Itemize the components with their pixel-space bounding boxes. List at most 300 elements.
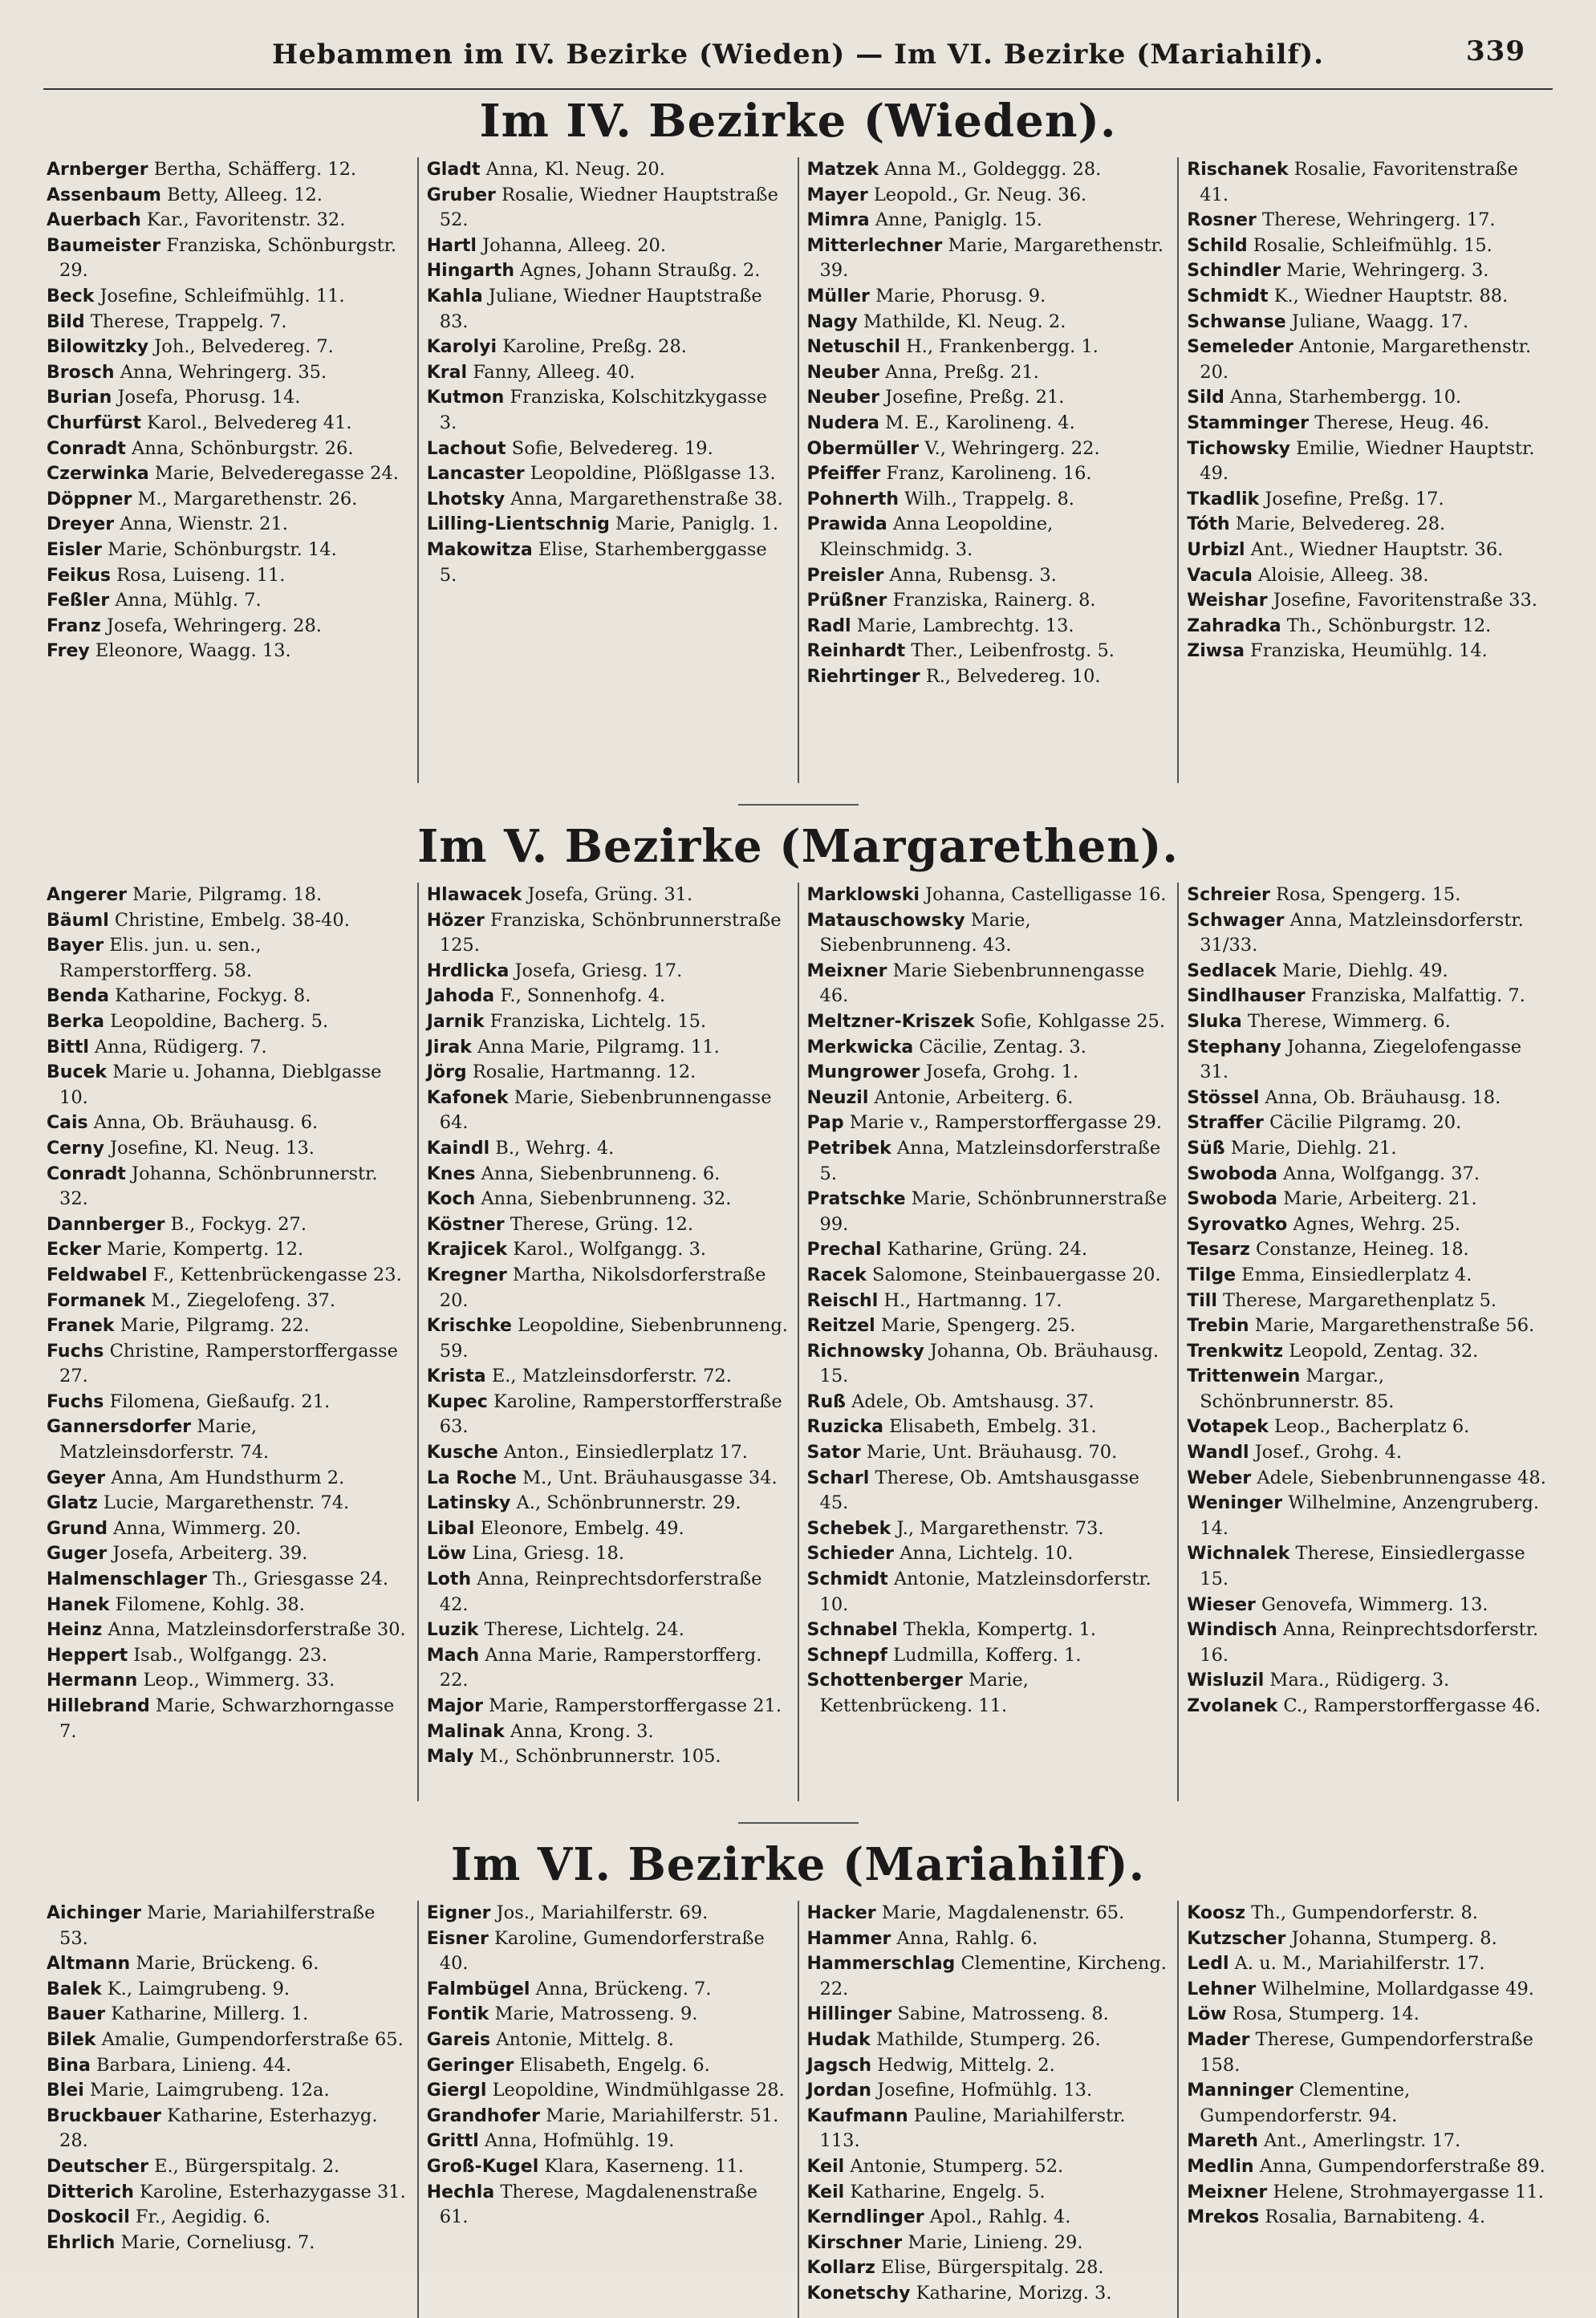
entry-surname: Ditterich [47,2182,134,2202]
entry-details: Mathilde, Stumperg. 26. [875,2028,1101,2050]
entry-surname: Netuschil [806,337,900,358]
midwife-entry [1187,1466,1549,1492]
entry-surname: Lehner [1187,1979,1257,1999]
entry-surname: Assenbaum [47,185,161,205]
midwife-entry [807,2205,1170,2231]
entry-surname: Knes [426,1163,476,1184]
midwife-entry [427,1440,790,1466]
midwife-entry [807,385,1170,411]
text-column [1177,1901,1557,2318]
midwife-entry [807,883,1170,908]
midwife-entry [47,883,409,908]
midwife-entry [1187,1212,1549,1238]
entry-surname: Mimra [806,210,870,231]
entry-surname: Meltzner-Kriszek [806,1011,975,1032]
entry-surname: Prawida [806,514,887,535]
midwife-entry [47,512,409,538]
midwife-entry [807,1440,1170,1466]
entry-details: Klara, Kaserneng. 11. [544,2155,744,2177]
midwife-entry [427,1744,790,1770]
entry-details: K., Laimgrubeng. 9. [107,1978,290,1999]
midwife-entry [427,1212,790,1238]
entry-surname: Schreier [1187,885,1270,905]
entry-surname: Kerndlinger [806,2207,924,2228]
entry-surname: Stamminger [1187,412,1310,433]
entry-surname: Stössel [1187,1087,1260,1108]
entry-surname: Keil [806,2156,845,2177]
entry-surname: Formanek [47,1290,146,1311]
entry-details: Agnes, Wehrg. 25. [1293,1213,1461,1235]
entry-surname: Reinhardt [806,641,906,662]
entry-surname: Schild [1187,235,1248,256]
midwife-entry [427,335,790,360]
entry-details: Therese, Ob. Amtshausgasse 45. [819,1467,1139,1514]
entry-surname: Bruckbauer [47,2105,161,2126]
entry-surname: Falmbügel [426,1979,530,1999]
midwife-entry [47,1136,409,1162]
midwife-entry [47,2104,409,2154]
midwife-entry [427,1926,790,1977]
midwife-entry [47,1618,409,1643]
entry-surname: Petribek [806,1138,891,1159]
entry-details: Anna, Reinprechtsdorferstraße 42. [439,1569,762,1615]
midwife-entry [807,436,1170,462]
midwife-entry [47,538,409,563]
entry-details: M., Ziegelofeng. 37. [151,1289,335,1311]
midwife-entry [807,183,1170,209]
entry-details: Anna, Reinprechtsdorferstr. 16. [1200,1619,1539,1666]
entry-surname: Hudak [806,2029,871,2050]
text-column [417,1901,798,2318]
entry-details: Antonie, Matzleinsdorferstr. 10. [819,1569,1151,1615]
midwife-entry [427,1491,790,1516]
entry-details: Karol., Belvedereg 41. [147,412,352,433]
midwife-entry [1187,1364,1549,1415]
entry-details: Marie, Matrosseng. 9. [494,2003,698,2025]
entry-details: Anna, Mühlg. 7. [115,590,262,611]
entry-surname: Richnowsky [806,1341,924,1362]
entry-details: Emma, Einsiedlerplatz 4. [1241,1264,1472,1285]
entry-details: Fanny, Alleeg. 40. [473,361,636,383]
entry-surname: Bayer [47,936,104,956]
midwife-entry [807,1060,1170,1086]
midwife-entry [1187,1009,1549,1035]
midwife-entry [47,1643,409,1669]
entry-surname: Jirak [426,1037,472,1058]
page-number: 339 [1466,35,1525,67]
entry-details: Karoline, Gumendorferstraße 40. [439,1927,765,1975]
entry-details: Karol., Wolfgangg. 3. [513,1239,707,1260]
entry-details: Cäcilie Pilgramg. 20. [1269,1112,1462,1134]
entry-details: Marie, Belvedereg. 28. [1235,514,1446,535]
entry-details: Th., Griesgasse 24. [213,1569,389,1590]
midwife-entry [807,360,1170,386]
midwife-entry [1187,2154,1549,2180]
entry-surname: Halmenschlager [47,1569,208,1590]
midwife-entry [807,487,1170,513]
entry-details: Therese, Grüng. 12. [510,1213,693,1235]
midwife-entry [1187,1668,1549,1694]
midwife-entry [807,1187,1170,1237]
entry-surname: Hingarth [426,261,514,282]
midwife-entry [47,1110,409,1136]
entry-surname: Guger [47,1544,108,1565]
midwife-entry [807,233,1170,284]
midwife-entry [47,1516,409,1542]
midwife-entry [47,1415,409,1465]
entry-surname: Mader [1187,2029,1250,2050]
entry-details: H., Hartmanng. 17. [883,1289,1062,1311]
midwife-entry [47,1977,409,2003]
midwife-entry [1187,258,1549,284]
midwife-entry [47,588,409,614]
entry-details: Johanna, Ob. Bräuhausg. 15. [819,1340,1159,1387]
midwife-entry [1187,1035,1549,1086]
entry-details: Leopoldine, Plößlgasse 13. [530,463,776,485]
entry-details: Therese, Wehringerg. 17. [1262,209,1496,231]
entry-surname: Bina [47,2055,91,2076]
midwife-entry [47,614,409,639]
midwife-entry [1187,385,1549,411]
entry-surname: Burian [47,388,112,408]
entry-details: Christine, Embelg. 38-40. [114,909,350,931]
entry-surname: Baumeister [47,235,161,256]
entry-details: M., Margarethenstr. 26. [137,488,358,509]
entry-details: Mara., Rüdigerg. 3. [1269,1670,1450,1691]
midwife-entry [47,360,409,386]
entry-surname: Swoboda [1187,1189,1277,1210]
entry-surname: Wandl [1187,1443,1249,1463]
entry-surname: Votapek [1187,1417,1269,1438]
entry-details: Marie, Kettenbrückeng. 11. [819,1670,1029,1716]
entry-surname: Till [1187,1290,1217,1311]
midwife-entry [427,908,790,959]
entry-details: Hedwig, Mittelg. 2. [877,2054,1055,2076]
entry-surname: Hechla [426,2182,495,2202]
entry-details: Johanna, Ziegelofengasse 31. [1200,1036,1522,1083]
entry-surname: Köstner [426,1214,505,1235]
entry-surname: Löw [1187,2004,1227,2025]
entry-surname: Tóth [1187,514,1230,535]
entry-details: Therese, Einsiedlergasse 15. [1200,1543,1525,1590]
entry-surname: Altmann [47,1954,131,1975]
midwife-entry [807,1110,1170,1136]
entry-details: Elis. jun. u. sen., Ramperstorfferg. 58. [59,935,262,981]
entry-details: Elise, Bürgerspitalg. 28. [881,2257,1104,2279]
entry-surname: Schieder [806,1544,895,1565]
midwife-entry [1187,1926,1549,1952]
entry-details: Marie, Lambrechtg. 13. [856,615,1074,636]
midwife-entry [47,2205,409,2231]
entry-surname: Beck [47,286,95,306]
entry-details: Leopoldine, Siebenbrunneng. 59. [439,1315,788,1362]
entry-details: Marie, Diehlg. 49. [1281,960,1448,981]
entry-details: Therese, Margarethenplatz 5. [1223,1289,1497,1311]
entry-surname: Keil [806,2182,845,2202]
entry-surname: Scharl [806,1468,870,1488]
entry-surname: Bucek [47,1062,108,1083]
entry-details: Marie, Margarethenstraße 56. [1254,1315,1535,1337]
entry-details: Thekla, Kompertg. 1. [903,1619,1097,1641]
entry-details: Johanna, Castelligasse 16. [925,884,1167,905]
entry-details: Sofie, Belvedereg. 19. [511,437,713,459]
entry-surname: Deutscher [47,2156,148,2177]
entry-surname: Krischke [426,1316,512,1337]
entry-details: Marie Siebenbrunnengasse 46. [819,960,1145,1007]
entry-surname: Balek [47,1979,102,1999]
midwife-entry [1187,984,1549,1009]
text-column [417,883,798,1801]
entry-surname: Kusche [426,1443,498,1463]
entry-surname: Schmidt [1187,286,1269,306]
midwife-entry [427,1618,790,1643]
midwife-entry [1187,1618,1549,1668]
entry-surname: Pohnerth [806,489,900,509]
entry-surname: Fuchs [47,1391,104,1412]
midwife-entry [807,2053,1170,2079]
midwife-entry [807,1951,1170,2002]
entry-details: F., Sonnenhofg. 4. [500,985,666,1007]
entry-details: Anna, Schönburgstr. 26. [132,437,354,459]
entry-surname: Kutzscher [1187,1928,1286,1949]
midwife-entry [427,1009,790,1035]
midwife-entry [427,1567,790,1618]
entry-details: Anna, Gumpendorferstraße 89. [1259,2155,1545,2177]
midwife-entry [807,1643,1170,1669]
entry-details: Anna, Wolfgangg. 37. [1283,1163,1480,1184]
midwife-entry [47,1289,409,1314]
entry-details: Josefine, Schleifmühlg. 11. [99,285,345,306]
midwife-entry [47,1491,409,1516]
midwife-entry [47,2078,409,2104]
entry-surname: Löw [426,1544,467,1565]
entry-details: Marie, Spengerg. 25. [880,1315,1076,1337]
entry-details: Leopoldine, Bacherg. 5. [110,1010,329,1032]
entry-details: Ludmilla, Kofferg. 1. [893,1644,1082,1666]
entry-details: Rosalie, Schleifmühlg. 15. [1253,234,1492,256]
entry-surname: Schnepf [806,1645,887,1666]
midwife-entry [1187,335,1549,385]
midwife-entry [427,2154,790,2180]
entry-surname: Loth [426,1569,472,1590]
midwife-entry [427,385,790,436]
midwife-entry [47,1237,409,1263]
entry-surname: Schebek [806,1518,891,1539]
entry-surname: Churfürst [47,412,142,433]
entry-surname: Krista [426,1366,486,1387]
entry-surname: Libal [426,1518,475,1539]
entry-surname: Feßler [47,591,110,611]
entry-details: Franziska, Lichtelg. 15. [489,1010,707,1032]
entry-details: Ant., Wiedner Hauptstr. 36. [1250,538,1504,560]
midwife-entry [1187,908,1549,959]
midwife-entry [427,1162,790,1187]
entry-surname: Kregner [426,1265,507,1285]
midwife-entry [427,1541,790,1567]
entry-details: Wilh., Trappelg. 8. [904,488,1074,509]
section-divider [738,1822,859,1824]
midwife-entry [1187,1977,1549,2003]
midwife-entry [807,664,1170,690]
midwife-entry [807,2154,1170,2180]
entry-details: Katharine, Fockyg. 8. [115,985,311,1007]
entry-details: Josefa, Grüng. 31. [527,884,693,905]
entry-details: K., Wiedner Hauptstr. 88. [1273,285,1509,306]
entry-surname: Vacula [1187,565,1253,586]
entry-details: Anna, Krong. 3. [510,1720,654,1742]
entry-surname: Reitzel [806,1316,875,1337]
midwife-entry [427,1516,790,1542]
entry-surname: Kral [426,362,468,383]
entry-details: Aloisie, Alleeg. 38. [1258,564,1429,586]
midwife-entry [47,1593,409,1618]
entry-details: Marie, Unt. Bräuhausg. 70. [866,1442,1118,1463]
entry-details: Josefa, Wehringerg. 28. [106,615,322,636]
entry-surname: Angerer [47,885,127,905]
entry-details: Antonie, Mittelg. 8. [496,2028,674,2050]
midwife-entry [427,883,790,908]
midwife-entry [47,563,409,589]
entry-details: Marie v., Ramperstorffergasse 29. [849,1112,1162,1134]
district-title: Im V. Bezirke (Margarethen). [417,820,1179,873]
midwife-entry [807,2002,1170,2028]
midwife-entry [427,1086,790,1136]
entry-surname: Grund [47,1518,108,1539]
entry-surname: Jagsch [806,2055,872,2076]
entry-surname: Mayer [806,185,868,205]
midwife-entry [427,258,790,284]
midwife-entry [47,183,409,209]
entry-details: Marie, Schwarzhorngasse 7. [59,1695,395,1742]
entry-surname: Straffer [1187,1113,1264,1134]
entry-surname: Maly [426,1747,474,1768]
entry-details: Antonie, Margarethenstr. 20. [1200,336,1532,383]
text-column [1177,883,1557,1801]
entry-details: Elisabeth, Engelg. 6. [519,2054,710,2076]
entry-details: Ther., Leibenfrostg. 5. [911,640,1115,662]
midwife-entry [427,183,790,233]
entry-surname: Racek [806,1265,867,1285]
district-section [39,820,1557,1801]
midwife-entry [47,233,409,284]
entry-surname: Arnberger [47,160,148,180]
entry-surname: Rosner [1187,210,1257,231]
midwife-entry [1187,2129,1549,2154]
midwife-entry [1187,411,1549,436]
district-section [39,1838,1557,2318]
midwife-entry [47,933,409,984]
midwife-entry [47,1212,409,1238]
entry-surname: Grandhofer [426,2105,541,2126]
entry-details: Marie, Siebenbrunnengasse 64. [439,1086,772,1134]
entry-surname: Lhotsky [426,489,506,509]
entry-surname: Windisch [1187,1620,1277,1641]
entry-details: Anna, Siebenbrunneng. 6. [481,1163,721,1184]
midwife-entry [47,1390,409,1415]
midwife-entry [427,538,790,588]
midwife-entry [47,2154,409,2180]
entry-details: Katharine, Esterhazyg. 28. [59,2105,378,2152]
entry-surname: Sild [1187,388,1224,408]
entry-details: Wilhelmine, Mollardgasse 49. [1261,1978,1534,1999]
midwife-entry [1187,487,1549,513]
entry-surname: Ehrlich [47,2232,116,2253]
entry-details: Franziska, Schönburgstr. 29. [59,234,397,282]
entry-details: A. u. M., Mariahilferstr. 17. [1234,1953,1485,1975]
midwife-entry [427,1694,790,1719]
entry-surname: Feikus [47,565,111,586]
entry-details: Cäcilie, Zentag. 3. [919,1036,1086,1058]
entry-details: Marie, Arbeiterg. 21. [1283,1188,1477,1210]
midwife-entry [807,1009,1170,1035]
midwife-entry [1187,2078,1549,2129]
entry-surname: Weninger [1187,1493,1283,1514]
section-divider [738,804,859,806]
entry-details: E., Matzleinsdorferstr. 72. [491,1366,732,1387]
midwife-entry [807,1035,1170,1061]
entry-details: Lucie, Margarethenstr. 74. [103,1492,350,1514]
entry-surname: Ledl [1187,1954,1229,1975]
entry-surname: Hillebrand [47,1696,150,1716]
entry-details: B., Wehrg. 4. [495,1137,615,1159]
entry-surname: Gareis [426,2029,491,2050]
entry-details: Johanna, Schönbrunnerstr. 32. [59,1163,378,1210]
midwife-entry [807,2281,1170,2307]
entry-surname: Rischanek [1187,160,1289,180]
midwife-entry [1187,1694,1549,1719]
entry-details: Josefa, Griesg. 17. [514,960,683,981]
midwife-entry [1187,1237,1549,1263]
entry-details: Anna, Brückeng. 7. [535,1978,712,1999]
entry-details: Josefine, Kl. Neug. 13. [110,1137,315,1159]
entry-surname: Gladt [426,160,481,180]
entry-surname: Swoboda [1187,1163,1277,1184]
entry-surname: Kaufmann [806,2105,908,2126]
entry-details: Rosa, Luiseng. 11. [116,564,286,586]
midwife-entry [807,1415,1170,1440]
entry-surname: Bittl [47,1037,89,1058]
entry-details: Leopold., Gr. Neug. 36. [873,184,1087,205]
midwife-entry [807,614,1170,639]
midwife-entry [47,2002,409,2028]
entry-surname: Mrekos [1187,2207,1260,2228]
entry-details: Antonie, Arbeiterg. 6. [874,1086,1074,1108]
entry-details: Kar., Favoritenstr. 32. [146,209,346,231]
entry-surname: Nudera [806,412,879,433]
entry-surname: Franz [47,615,101,636]
entry-details: Marie, Matzleinsdorferstr. 74. [59,1416,270,1463]
midwife-entry [427,2078,790,2104]
entry-details: Jos., Mariahilferstr. 69. [496,1902,709,1923]
entry-details: Marie, Schönbrunnerstraße 99. [819,1188,1168,1235]
entry-details: Mathilde, Kl. Neug. 2. [863,311,1066,332]
entry-details: Apol., Rahlg. 4. [929,2206,1071,2228]
midwife-entry [427,2129,790,2154]
entry-details: Eleonore, Embelg. 49. [480,1517,684,1539]
midwife-entry [47,1567,409,1593]
midwife-entry [427,1901,790,1926]
midwife-entry [1187,1086,1549,1111]
entry-details: Fr., Aegidig. 6. [135,2206,271,2228]
entry-details: Emilie, Wiedner Hauptstr. 49. [1200,437,1535,485]
entry-details: Juliane, Waagg. 17. [1291,311,1469,332]
entry-details: Josef., Grohg. 4. [1254,1442,1403,1463]
district-sections [39,95,1557,2318]
entry-details: A., Schönbrunnerstr. 29. [516,1492,741,1514]
entry-details: E., Bürgerspitalg. 2. [154,2155,340,2177]
entry-surname: Koch [426,1189,476,1210]
entry-details: Katharine, Morizg. 3. [916,2282,1112,2304]
